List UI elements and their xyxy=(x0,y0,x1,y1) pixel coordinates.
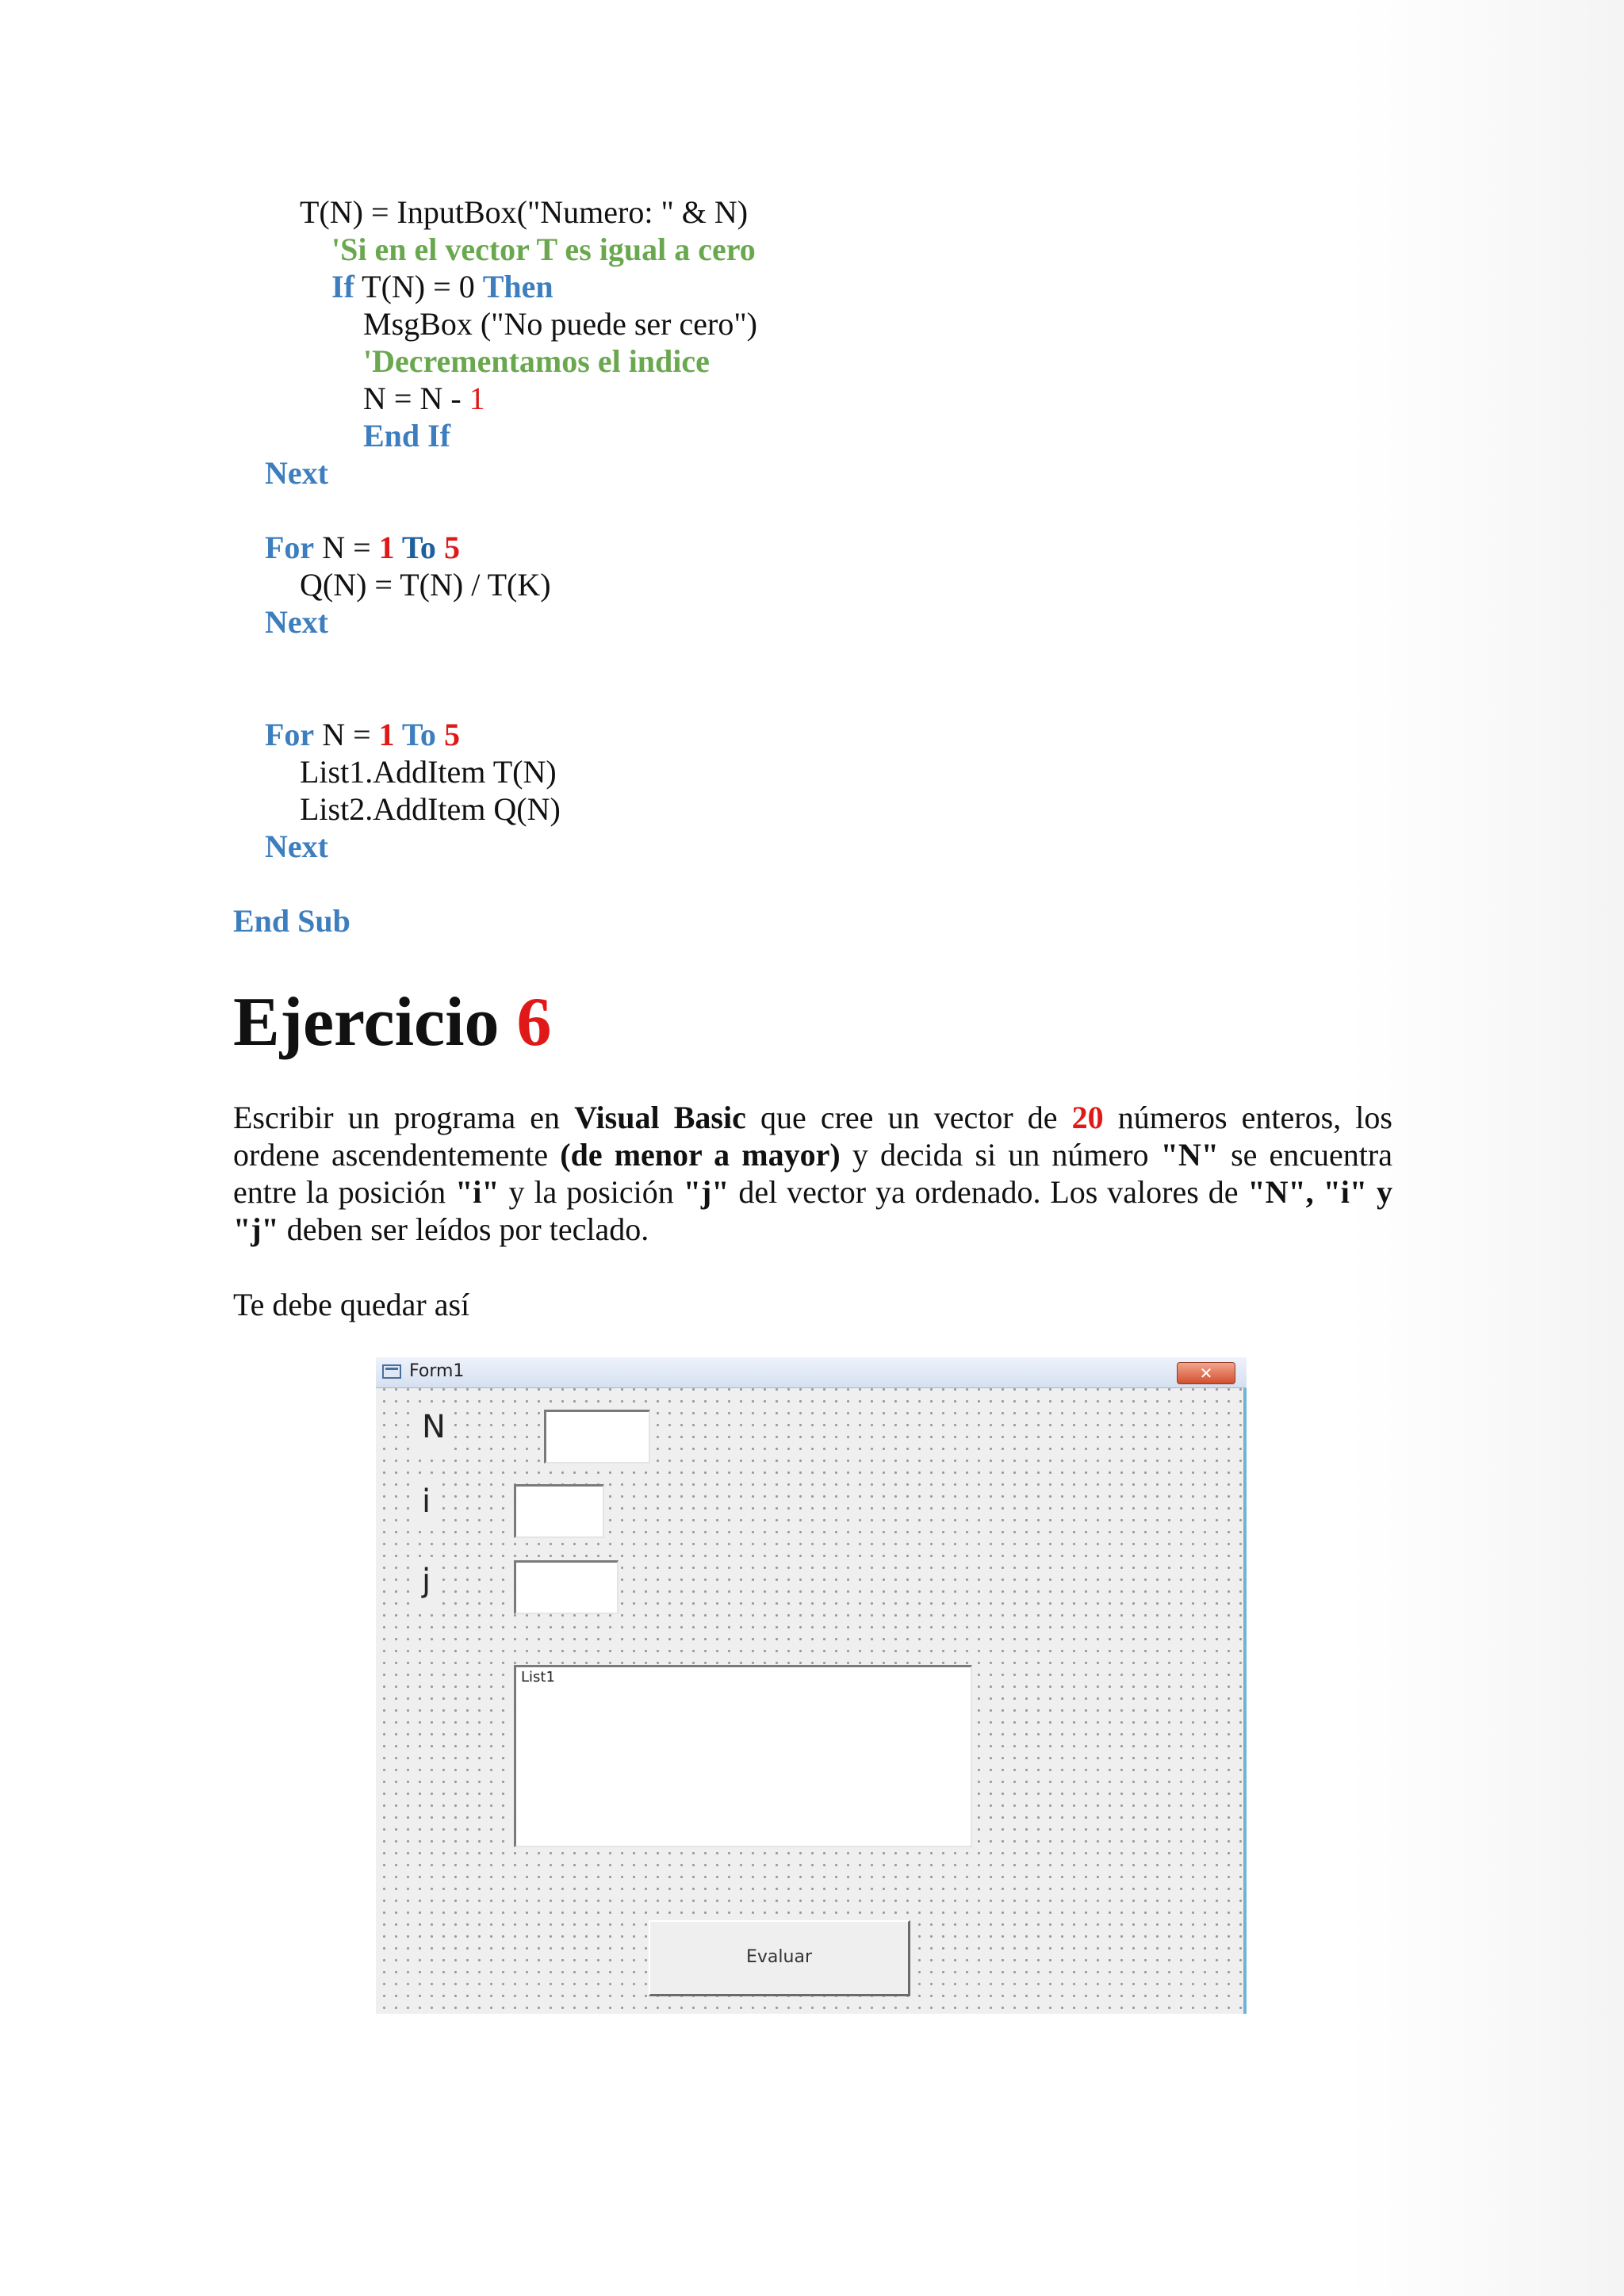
code-line-list1-add: List1.AddItem T(N) xyxy=(300,754,557,790)
code-comment-decrement: 'Decrementamos el indice xyxy=(363,343,710,379)
form-title: Form1 xyxy=(409,1361,465,1381)
code-line-msgbox: MsgBox ("No puede ser cero") xyxy=(363,306,757,342)
list1-listbox[interactable] xyxy=(514,1665,972,1847)
code-line-next-2: Next xyxy=(265,604,328,640)
evaluar-button[interactable]: Evaluar xyxy=(649,1920,910,1996)
list1-label: List1 xyxy=(521,1669,555,1686)
result-caption: Te debe quedar así xyxy=(233,1287,470,1322)
close-icon[interactable]: ✕ xyxy=(1177,1362,1235,1384)
vb-form-preview xyxy=(376,1357,1247,2014)
code-line-if: If T(N) = 0 Then xyxy=(331,269,553,304)
code-comment-vector: 'Si en el vector T es igual a cero xyxy=(331,232,756,267)
code-line-end-sub: End Sub xyxy=(233,903,350,939)
code-line-next-1: Next xyxy=(265,455,328,491)
code-line-q-assign: Q(N) = T(N) / T(K) xyxy=(300,567,551,603)
code-line-decrement: N = N - 1 xyxy=(363,381,485,416)
exercise-number: 6 xyxy=(516,984,552,1061)
label-i: i xyxy=(417,1478,435,1525)
label-j: j xyxy=(417,1557,435,1605)
input-n[interactable] xyxy=(544,1410,650,1464)
code-line-list2-add: List2.AddItem Q(N) xyxy=(300,791,561,827)
form-titlebar xyxy=(376,1357,1247,1388)
code-line-next-3: Next xyxy=(265,828,328,864)
code-line-inputbox: T(N) = InputBox("Numero: " & N) xyxy=(300,194,749,230)
input-j[interactable] xyxy=(514,1560,619,1614)
input-i[interactable] xyxy=(514,1484,604,1538)
label-n: N xyxy=(417,1403,450,1451)
form-window-icon xyxy=(382,1364,401,1379)
exercise-description: Escribir un programa en Visual Basic que cree un vector de 20 números enteros, los ordene ascendentemente (de menor a mayor) y decida si un número "N" se encuentra entre la posición "i" y la posición "j" del vector ya ordenado. Los valores de "N", "i" y "j" deben ser leídos por teclado. xyxy=(233,1100,1393,1247)
code-line-for-2: For N = 1 To 5 xyxy=(265,530,460,565)
code-line-for-3: For N = 1 To 5 xyxy=(265,717,460,752)
code-line-end-if: End If xyxy=(363,418,451,453)
exercise-heading: Ejercicio 6 xyxy=(233,984,552,1061)
